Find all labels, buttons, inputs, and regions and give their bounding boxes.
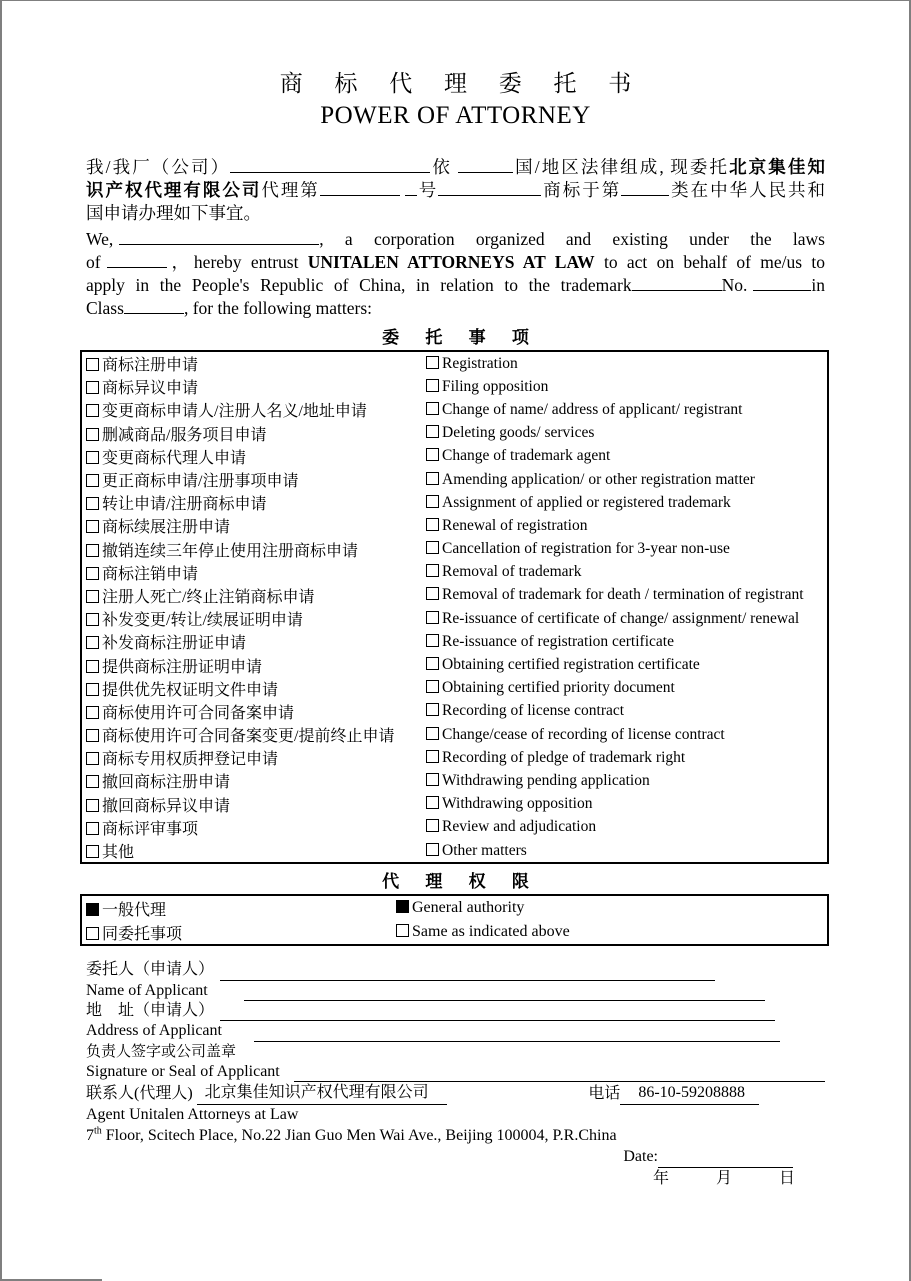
field-date — [86, 1146, 793, 1168]
fill-blank-trademark[interactable] — [438, 180, 541, 196]
checkbox[interactable] — [426, 587, 439, 600]
field-label: 负责人签字或公司盖章 — [86, 1043, 237, 1060]
paragraph-zh-line2 — [86, 179, 825, 202]
checkbox[interactable] — [426, 680, 439, 693]
ordinal-suffix: th — [94, 1125, 102, 1137]
paragraph-en-line2 — [86, 251, 825, 274]
matters-row — [81, 468, 828, 491]
checkbox[interactable] — [426, 819, 439, 832]
para-en-segment: , for the following matters: — [183, 298, 373, 318]
contact-agent-name: 北京集佳知识产权代理有限公司 — [197, 1082, 447, 1105]
page-title-en: POWER OF ATTORNEY — [320, 102, 591, 129]
fill-blank-company-en[interactable] — [119, 229, 319, 245]
checkbox[interactable] — [426, 727, 439, 740]
authority-label-en: General authority — [412, 899, 525, 917]
matter-label-en: Obtaining certified priority document — [442, 679, 675, 697]
matter-label-zh: 提供商标注册证明申请 — [102, 658, 263, 676]
matter-label-en: Recording of license contract — [442, 702, 625, 720]
checkbox[interactable] — [426, 425, 439, 438]
matter-label-en: Withdrawing pending application — [442, 771, 650, 789]
paragraph-zh-line1 — [86, 156, 825, 179]
para-zh-segment: 类在中华人民共和 — [669, 180, 826, 200]
checkbox[interactable] — [86, 636, 99, 649]
fill-blank-country-en[interactable] — [107, 252, 167, 268]
checkbox[interactable] — [86, 567, 99, 580]
para-zh-segment: 依 — [430, 157, 452, 177]
field-label: Address of Applicant — [86, 1022, 222, 1040]
checkbox[interactable] — [86, 752, 99, 765]
matter-label-en: Other matters — [442, 841, 527, 859]
para-en-segment: No. — [721, 275, 748, 295]
matters-row — [81, 700, 828, 723]
agent-name-zh: 北京集佳知 — [729, 157, 826, 177]
checkbox[interactable] — [426, 773, 439, 786]
checkbox[interactable] — [426, 518, 439, 531]
fill-blank-signature[interactable] — [294, 1063, 825, 1082]
authority-table — [80, 894, 829, 946]
matter-label-en: Assignment of applied or registered trademark — [442, 493, 731, 511]
section-header-matters: 委 托 事 项 — [382, 328, 540, 347]
matters-row — [81, 584, 828, 607]
fill-blank-number-en[interactable] — [753, 275, 811, 291]
checkbox[interactable] — [86, 683, 99, 696]
para-en-segment: ，hereby entrust — [166, 252, 308, 272]
checkbox[interactable] — [426, 703, 439, 716]
field-sign-zh — [86, 1042, 825, 1062]
matters-row — [81, 422, 828, 445]
checkbox[interactable] — [86, 451, 99, 464]
agent-name-zh: 识产权代理有限公司 — [86, 180, 262, 200]
matter-label-zh: 撤回商标注册申请 — [102, 774, 231, 792]
checkbox[interactable] — [426, 448, 439, 461]
checkbox-checked[interactable] — [396, 900, 409, 913]
matter-label-en: Recording of pledge of trademark right — [442, 748, 686, 766]
phone-number: 86-10-59208888 — [620, 1082, 759, 1105]
field-contact — [86, 1083, 825, 1105]
checkbox[interactable] — [86, 706, 99, 719]
paragraph-en-line4 — [86, 297, 825, 320]
matter-label-zh: 删减商品/服务项目申请 — [102, 426, 267, 444]
para-en-segment: of — [86, 252, 101, 272]
para-en-segment: to act on behalf of me/us to — [594, 252, 825, 272]
paragraph-zh — [86, 156, 825, 225]
checkbox-checked[interactable] — [86, 903, 99, 916]
fill-blank-address-en[interactable] — [254, 1023, 780, 1042]
matter-label-zh: 补发变更/转让/续展证明申请 — [102, 612, 303, 630]
matter-label-zh: 商标评审事项 — [102, 820, 199, 838]
phone-label: 电话 — [588, 1085, 621, 1103]
checkbox[interactable] — [86, 544, 99, 557]
matter-label-zh: 注册人死亡/终止注销商标申请 — [102, 588, 315, 606]
para-en-segment: in — [811, 275, 825, 295]
checkbox[interactable] — [426, 564, 439, 577]
authority-row — [81, 895, 828, 920]
checkbox[interactable] — [86, 404, 99, 417]
authority-label-zh: 一般代理 — [102, 901, 167, 919]
paragraph-zh-line3 — [86, 202, 825, 225]
checkbox[interactable] — [86, 729, 99, 742]
matter-label-en: Withdrawing opposition — [442, 795, 593, 813]
matter-label-en: Obtaining certified registration certificate — [442, 656, 700, 674]
matter-label-zh: 商标注销申请 — [102, 565, 199, 583]
matter-label-en: Filing opposition — [442, 377, 549, 395]
field-address-zh — [86, 1001, 825, 1021]
field-label: 联系人(代理人) — [86, 1085, 193, 1103]
checkbox[interactable] — [86, 381, 99, 394]
field-address-en — [86, 1021, 825, 1041]
date-label: Date: — [623, 1148, 658, 1166]
checkbox[interactable] — [86, 358, 99, 371]
para-zh-segment: 国/地区法律组成, 现委托 — [513, 157, 730, 177]
checkbox[interactable] — [86, 497, 99, 510]
matters-row — [81, 653, 828, 676]
matter-label-en: Removal of trademark — [442, 563, 582, 581]
matter-label-en: Change of name/ address of applicant/ registrant — [442, 400, 743, 418]
para-zh-segment: 号 — [416, 180, 439, 200]
checkbox[interactable] — [426, 843, 439, 856]
authority-row — [81, 920, 828, 945]
matter-label-zh: 商标使用许可合同备案申请 — [102, 704, 295, 722]
para-en-segment: Class — [86, 298, 124, 318]
matter-label-en: Change of trademark agent — [442, 447, 611, 465]
authority-label-en: Same as indicated above — [412, 923, 570, 941]
matter-label-en: Change/cease of recording of license contract — [442, 725, 725, 743]
checkbox[interactable] — [396, 924, 409, 937]
checkbox[interactable] — [86, 822, 99, 835]
checkbox[interactable] — [86, 927, 99, 940]
matters-row — [81, 607, 828, 630]
checkbox[interactable] — [86, 775, 99, 788]
matters-row — [81, 538, 828, 561]
matters-row — [81, 816, 828, 839]
matters-row — [81, 398, 828, 421]
field-label: Signature or Seal of Applicant — [86, 1063, 280, 1081]
matter-label-en: Renewal of registration — [442, 516, 588, 534]
authority-label-zh: 同委托事项 — [102, 925, 183, 943]
matter-label-zh: 补发商标注册证申请 — [102, 635, 247, 653]
checkbox[interactable] — [86, 428, 99, 441]
checkbox[interactable] — [86, 590, 99, 603]
para-zh-segment: 我/我厂（公司） — [86, 157, 231, 177]
matters-row — [81, 677, 828, 700]
matter-label-zh: 商标注册申请 — [102, 357, 199, 375]
para-en-segment: apply in the People's Republic of China, in relation to the trademark — [86, 275, 632, 295]
fill-blank-address-zh[interactable] — [220, 1002, 775, 1021]
fill-blank-company[interactable] — [230, 157, 430, 173]
checkbox[interactable] — [426, 379, 439, 392]
matters-table — [80, 350, 829, 864]
matter-label-zh: 变更商标代理人申请 — [102, 449, 247, 467]
matter-label-en: Cancellation of registration for 3-year non-use — [442, 540, 730, 558]
matter-label-zh: 商标使用许可合同备案变更/提前终止申请 — [102, 728, 395, 746]
fill-blank-applicant-en[interactable] — [244, 982, 765, 1001]
checkbox[interactable] — [426, 472, 439, 485]
matters-row — [81, 351, 828, 375]
para-zh-segment: 商标于第 — [541, 180, 622, 200]
matters-row — [81, 630, 828, 653]
matter-label-zh: 提供优先权证明文件申请 — [102, 681, 279, 699]
matters-row — [81, 514, 828, 537]
checkbox[interactable] — [86, 799, 99, 812]
paragraph-en — [86, 228, 825, 320]
fill-blank-trademark-en[interactable] — [632, 275, 722, 291]
matter-label-zh: 商标专用权质押登记申请 — [102, 751, 279, 769]
fill-blank-number[interactable] — [320, 180, 400, 196]
matters-row — [81, 723, 828, 746]
matter-label-en: Re-issuance of certificate of change/ assignment/ renewal — [442, 609, 800, 627]
matters-row — [81, 746, 828, 769]
fill-blank-number2[interactable] — [405, 180, 417, 196]
checkbox[interactable] — [426, 495, 439, 508]
para-zh-segment: 国申请办理如下事宜。 — [86, 203, 261, 223]
fill-blank-class-en[interactable] — [124, 298, 184, 314]
matter-label-zh: 更正商标申请/注册事项申请 — [102, 473, 299, 491]
para-en-segment: , a corporation organized and existing under the laws — [319, 229, 825, 249]
fill-blank-class[interactable] — [621, 180, 669, 196]
para-en-segment: We, — [86, 229, 114, 249]
paragraph-en-line1 — [86, 228, 825, 251]
matters-row — [81, 769, 828, 792]
matters-row — [81, 839, 828, 863]
applicant-fields — [86, 960, 825, 1190]
agent-address-line: 7th Floor, Scitech Place, No.22 Jian Guo Men Wai Ave., Beijing 100004, P.R.China — [86, 1125, 617, 1144]
checkbox[interactable] — [426, 611, 439, 624]
agent-name-line: Agent Unitalen Attorneys at Law — [86, 1106, 299, 1124]
matters-row — [81, 491, 828, 514]
paragraph-en-line3 — [86, 274, 825, 297]
checkbox[interactable] — [86, 845, 99, 858]
checkbox[interactable] — [426, 402, 439, 415]
fill-blank-date[interactable] — [658, 1149, 793, 1168]
matter-label-en: Deleting goods/ services — [442, 424, 595, 442]
field-applicant-zh — [86, 960, 825, 980]
matter-label-zh: 撤销连续三年停止使用注册商标申请 — [102, 542, 359, 560]
year-month-day: 年 月 日 — [652, 1170, 800, 1188]
field-label: 地 址（申请人） — [86, 1001, 215, 1019]
matter-label-zh: 商标续展注册申请 — [102, 519, 231, 537]
matter-label-en: Registration — [442, 354, 518, 372]
checkbox[interactable] — [426, 634, 439, 647]
field-applicant-en — [86, 981, 825, 1001]
checkbox[interactable] — [426, 541, 439, 554]
checkbox[interactable] — [426, 356, 439, 369]
matter-label-zh: 商标异议申请 — [102, 380, 199, 398]
fill-blank-applicant-zh[interactable] — [220, 962, 715, 981]
field-label: Name of Applicant — [86, 981, 208, 999]
checkbox[interactable] — [426, 750, 439, 763]
checkbox[interactable] — [86, 520, 99, 533]
matter-label-en: Amending application/ or other registration matter — [442, 470, 755, 488]
field-label: 委托人（申请人） — [86, 961, 215, 979]
matters-row — [81, 375, 828, 398]
checkbox[interactable] — [86, 660, 99, 673]
sheet — [2, 1, 909, 1190]
para-zh-segment: 代理第 — [261, 180, 320, 200]
section-header-authority: 代 理 权 限 — [382, 872, 540, 892]
matter-label-zh: 变更商标申请人/注册人名义/地址申请 — [102, 403, 367, 421]
matter-label-zh: 撤回商标异议申请 — [102, 797, 231, 815]
agent-name-en: UNITALEN ATTORNEYS AT LAW — [307, 252, 595, 272]
matter-label-en: Review and adjudication — [442, 818, 597, 836]
checkbox[interactable] — [426, 657, 439, 670]
matter-label-zh: 转让申请/注册商标申请 — [102, 496, 267, 514]
matters-row — [81, 793, 828, 816]
page-title-zh: 商 标 代 理 委 托 书 — [279, 71, 645, 96]
checkbox[interactable] — [86, 613, 99, 626]
matters-row — [81, 561, 828, 584]
field-sign-en — [86, 1062, 825, 1082]
matters-row — [81, 445, 828, 468]
checkbox[interactable] — [426, 796, 439, 809]
checkbox[interactable] — [86, 474, 99, 487]
matter-label-en: Re-issuance of registration certificate — [442, 632, 674, 650]
matter-label-en: Removal of trademark for death / termination of registrant — [442, 586, 804, 604]
matter-label-zh: 其他 — [102, 844, 135, 862]
fill-blank-country[interactable] — [458, 157, 513, 173]
